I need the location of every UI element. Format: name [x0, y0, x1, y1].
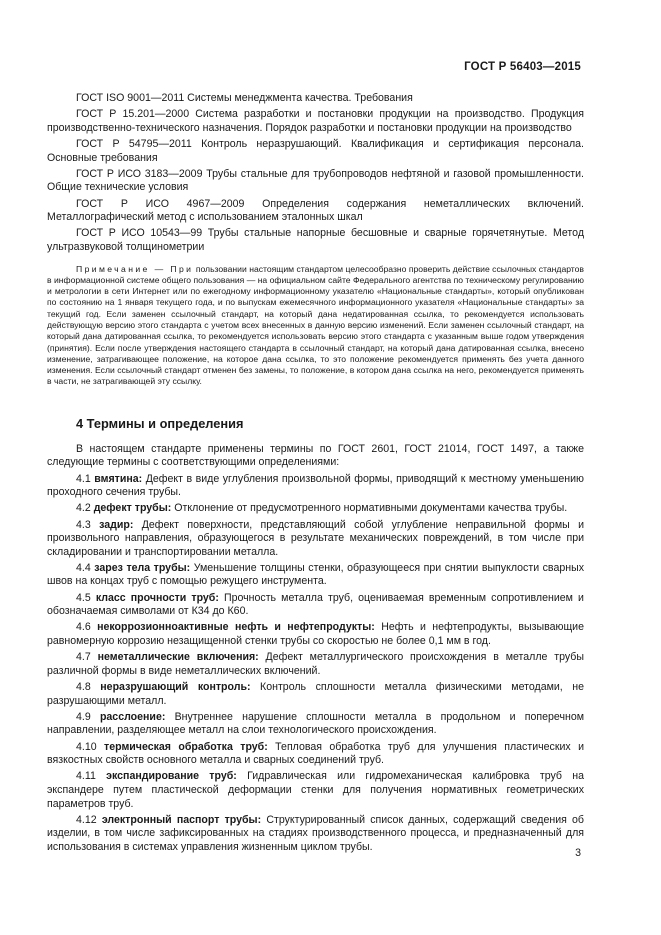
term-number: 4.5 [76, 591, 91, 604]
term-text: Тепловая обработка труб для улучшения пластических и вязкостных свойств основного металла и сварных соединений труб. [47, 740, 584, 767]
reference-item: ГОСТ Р ИСО 10543—99 Трубы стальные напорные бесшовные и сварные горячетянутые. Метод ультразвуковой толщинометрии [47, 227, 584, 253]
reference-item: ГОСТ Р 54795—2011 Контроль неразрушающий. Квалификация и сертификация персонала. Основные требования [47, 137, 584, 164]
term-name: зарез тела трубы: [94, 561, 191, 574]
term-definition [47, 741, 584, 768]
term-text: Отклонение от предусмотренного нормативными документами качества трубы. [174, 502, 568, 515]
term-name: вмятина: [94, 472, 143, 485]
term-name: некоррозионноактивные нефть и нефтепродукты: [97, 621, 375, 634]
term-name: электронный паспорт трубы: [101, 813, 262, 826]
term-definition [47, 681, 584, 708]
term-definition [47, 519, 584, 560]
term-text: Нефть и нефтепродукты, вызывающие равномерную коррозию незащищенной стенки трубы со скоростью не более 0,1 мм в год. [47, 621, 584, 648]
reference-item: ГОСТ Р 15.201—2000 Система разработки и постановки продукции на производство. Продукция производственно-технического назначения. Порядок разработки и постановки продукции на производство [47, 108, 584, 134]
term-number: 4.9 [76, 710, 91, 723]
reference-item: ГОСТ ISO 9001—2011 Системы менеджмента качества. Требования [76, 92, 413, 104]
term-number: 4.1 [76, 472, 91, 485]
term-definition [47, 621, 584, 648]
section-intro: В настоящем стандарте применены термины по ГОСТ 2601, ГОСТ 21014, ГОСТ 1497, а также следующие термины с соответствующими определениями: [47, 442, 584, 469]
document-id-header: ГОСТ Р 56403—2015 [464, 61, 581, 73]
reference-note [47, 264, 584, 388]
term-number: 4.8 [76, 681, 91, 694]
term-number: 4.11 [76, 770, 96, 783]
term-text: Дефект в виде углубления произвольной формы, приводящий к местному уменьшению проходного сечения трубы. [47, 472, 584, 499]
term-number: 4.6 [76, 621, 91, 634]
term-definition [47, 502, 584, 516]
section-title: 4 Термины и определения [76, 415, 244, 431]
reference-list [47, 92, 584, 255]
term-number: 4.10 [76, 740, 97, 753]
term-text: Внутреннее нарушение сплошности металла в продольном и поперечном направлении, разделяющее металл на слои технологического происхождения. [47, 710, 584, 737]
page-content [47, 92, 584, 857]
term-name: термическая обработка труб: [104, 740, 268, 753]
term-number: 4.7 [76, 651, 91, 664]
term-name: неметаллические включения: [97, 651, 259, 664]
term-definition [47, 814, 584, 855]
term-text: Контроль сплошности металла физическими методами, не разрушающими металл. [47, 681, 585, 707]
term-text: Прочность металла труб, оцениваемая временным сопротивлением и обозначаемая символами от К34 до К60. [47, 591, 584, 618]
term-text: Уменьшение толщины стенки, образующееся при снятии выпуклости сварных швов на концах труб с помощью режущего инструмента. [47, 561, 584, 588]
term-text: Дефект металлургического происхождения в металле трубы различной формы в виде неметаллических включений. [47, 651, 584, 677]
term-name: неразрушающий контроль: [100, 681, 251, 694]
term-definition [47, 770, 584, 811]
term-number: 4.3 [76, 518, 91, 531]
term-definition [47, 592, 584, 619]
term-name: экспандирование труб: [106, 770, 237, 783]
note-label: Примечание — При [76, 263, 194, 274]
term-definition [47, 651, 584, 678]
reference-item: ГОСТ Р ИСО 4967—2009 Определения содержания неметаллических включений. Металлографический метод с использованием эталонных шкал [47, 197, 584, 224]
term-number: 4.12 [76, 813, 97, 826]
term-definition [47, 562, 584, 589]
term-definition [47, 473, 584, 500]
term-definition [47, 711, 584, 738]
note-text: пользовании настоящим стандартом целесообразно проверить действие ссылочных стандартов в информационной системе общего пользования — на официальном сайте Федерального агентства по техническому регулированию и метрологии в сети Интернет или по ежегодному информационному указателю «Национальные стандарты», который опубликован по состоянию на 1 января текущего года, и по выпускам ежемесячного информационного указателя «Национальные стандарты» за текущий год. Если заменен ссылочный стандарт, на который дана недатированная ссылка, то рекомендуется использовать действующую версию этого стандарта с учетом всех внесенных в данную версию изменений. Если заменен ссылочный стандарт, на который дана датированная ссылка, то рекомендуется использовать версию этого стандарта с указанным выше годом утверждения (принятия). Если после утверждения настоящего стандарта в ссылочный стандарт, на который дана датированная ссылка, внесено изменение, затрагивающее положение, на которое дана ссылка, то это положение рекомендуется применять без учета данного изменения. Если ссылочный стандарт отменен без замены, то положение, в котором дана ссылка на него, рекомендуется применять в части, не затрагивающей эту ссылку. [47, 263, 584, 387]
term-number: 4.4 [76, 561, 91, 574]
term-name: класс прочности труб: [95, 591, 219, 604]
reference-item: ГОСТ Р ИСО 3183—2009 Трубы стальные для трубопроводов нефтяной и газовой промышленности. Общие технические условия [47, 167, 584, 194]
term-name: задир: [99, 518, 134, 531]
term-name: расслоение: [99, 710, 166, 723]
term-list [47, 473, 584, 855]
term-name: дефект трубы: [93, 502, 172, 515]
term-number: 4.2 [76, 502, 91, 515]
term-text: Структурированный список данных, содержащий сведения об изделии, в том числе зафиксированных на стадиях производственного процесса, и предназначенный для использования в системах управления жизненным циклом трубы. [47, 813, 584, 853]
term-text: Гидравлическая или гидромеханическая калибровка труб на экспандере путем пластической деформации стенки для получения нормативных геометрических параметров труб. [47, 770, 584, 810]
page-number: 3 [575, 847, 581, 859]
term-text: Дефект поверхности, представляющий собой углубление неправильной формы и произвольного направления, образующегося в результате механических повреждений, в том числе при складировании и транспортировании металла. [47, 518, 584, 558]
